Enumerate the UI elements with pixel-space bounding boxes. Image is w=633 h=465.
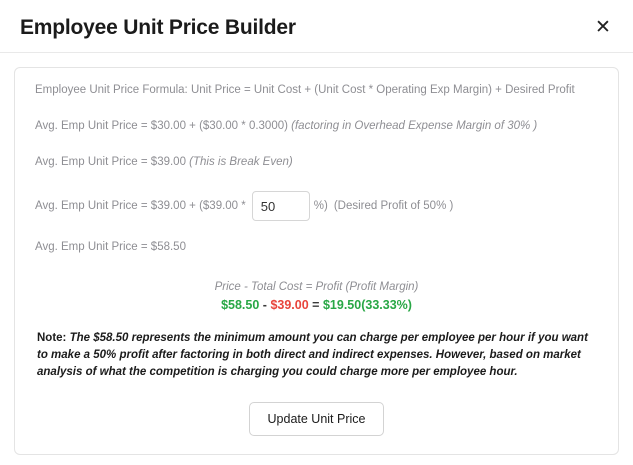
profit-result-value: $19.50(33.33%) xyxy=(322,298,412,313)
note-part-1: The xyxy=(69,332,91,345)
actions-row xyxy=(35,402,598,436)
note-percent: 50% xyxy=(93,348,117,361)
calc-line-breakeven-main: Avg. Emp Unit Price = $39.00 xyxy=(35,155,186,168)
calc-row-note: (Desired Profit of 50% ) xyxy=(333,200,454,213)
profit-price-value: $58.50 xyxy=(221,298,260,313)
note-text xyxy=(37,330,596,380)
modal-header xyxy=(0,0,633,53)
calc-row-profit-input xyxy=(35,191,598,221)
note-part-3: profit after factoring in both direct and indirect expenses. However, based on market analysis of what the competition is charging you could charge more per employee hour. xyxy=(37,348,581,378)
note-part-2: represents the minimum amount you can charge per employee per hour if you want to make a xyxy=(37,332,588,361)
note-amount: $58.50 xyxy=(93,332,129,345)
modal-body xyxy=(0,53,633,465)
profit-cost-value: $39.00 xyxy=(270,298,309,313)
calc-line-breakeven-note: (This is Break Even) xyxy=(189,155,293,168)
profit-summary-math xyxy=(35,298,598,312)
calc-line-final-price: Avg. Emp Unit Price = $58.50 xyxy=(35,241,186,254)
formula-line: Employee Unit Price Formula: Unit Price = Unit Cost + (Unit Cost * Operating Exp Margin) + Desired Profit xyxy=(35,84,575,96)
profit-equals-operator: = xyxy=(312,298,320,313)
profit-minus-operator: - xyxy=(262,298,267,313)
desired-profit-input[interactable] xyxy=(252,191,310,221)
profit-summary xyxy=(35,281,598,312)
update-unit-price-button[interactable]: Update Unit Price xyxy=(249,402,385,436)
close-icon[interactable]: ✕ xyxy=(591,16,615,40)
calc-row-suffix: %) xyxy=(313,200,328,213)
profit-summary-heading: Price - Total Cost = Profit (Profit Margin) xyxy=(214,281,419,294)
calc-line-overhead-note: (factoring in Overhead Expense Margin of 30% ) xyxy=(291,119,538,132)
note-label: Note: xyxy=(37,332,67,345)
page-title: Employee Unit Price Builder xyxy=(20,16,296,39)
calculation-card xyxy=(14,67,619,455)
calc-line-breakeven xyxy=(35,156,598,170)
calc-line-overhead-main: Avg. Emp Unit Price = $30.00 + ($30.00 * 0.3000) xyxy=(35,119,288,132)
calc-line-overhead xyxy=(35,120,598,134)
calc-row-prefix: Avg. Emp Unit Price = $39.00 + ($39.00 * xyxy=(35,200,246,213)
